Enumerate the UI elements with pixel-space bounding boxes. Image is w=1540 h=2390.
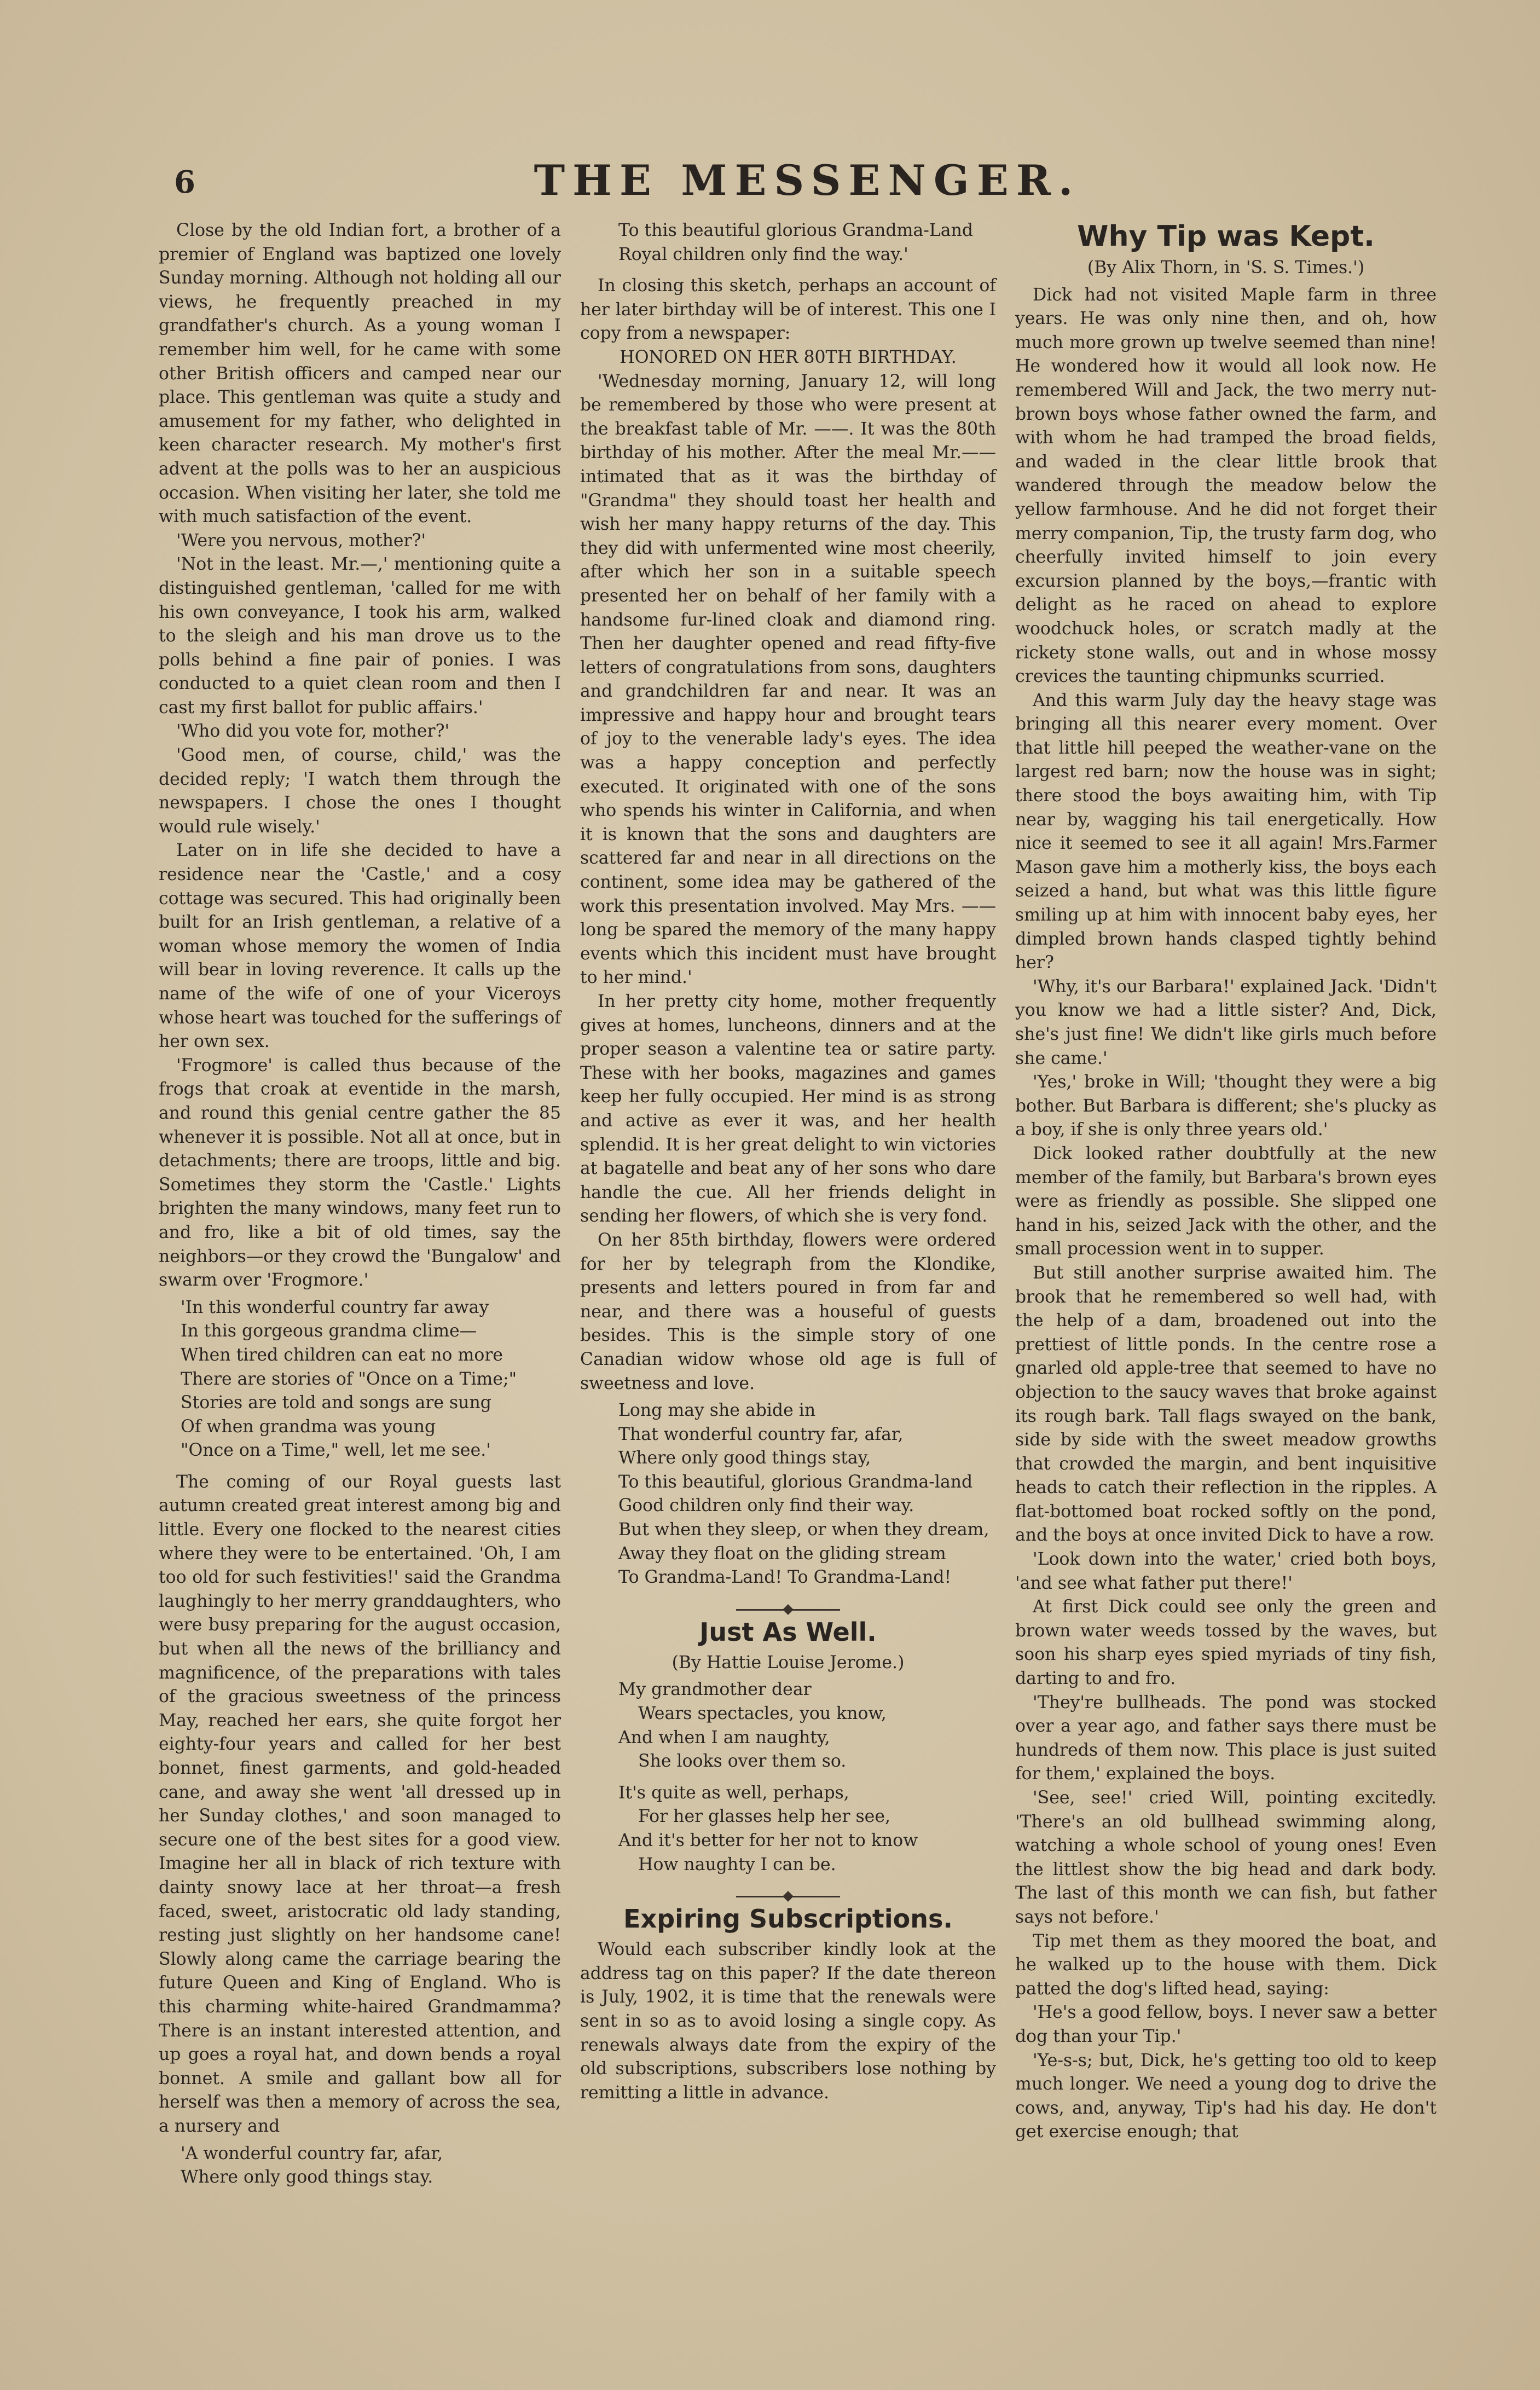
notice-text: Would each subscriber kindly look at the address tag on this paper? If the date thereon is July, 1902, it is time that the renewals were sent in so as to avoid losing a single copy. As renewals always date from the expiry of the old subscriptions, subscribers lose nothing by remitting a little in advance. bbox=[580, 1940, 996, 2103]
section-divider bbox=[580, 1884, 996, 1895]
paragraph: Dick looked rather doubtfully at the new member of the family, but Barbara's brown eyes were as friendly as possible. She slipped one hand in his, seized Jack with the other, and the small procession went in to supper. bbox=[1015, 1143, 1437, 1259]
verse-block bbox=[159, 2142, 561, 2190]
poem-stanza bbox=[580, 1781, 996, 1877]
paragraph: And this warm July day the heavy stage was bringing all this nearer every moment. Over that little hill peeped the weather-vane on the largest red barn; now the house was in sight; there stood the boys awaiting him, with Tip near by, wagging his tail energetically. How nice it seemed to see it all again! Mrs.Farmer Mason gave him a motherly kiss, the boys each seized a hand, but what was this little figure smiling up at him with innocent baby eyes, her dimpled brown hands clasped tightly behind her? bbox=[1015, 690, 1437, 973]
paragraph: 'Look down into the water,' cried both boys, 'and see what father put there!' bbox=[1015, 1549, 1437, 1593]
verse-line: It's quite as well, perhaps, bbox=[618, 1783, 849, 1803]
poem-title: Just As Well. bbox=[699, 1617, 877, 1647]
verse-line: My grandmother dear bbox=[618, 1680, 812, 1700]
paragraph: Later on in life she decided to have a residence near the 'Castle,' and a cosy cottage was secured. This had originally been built for an Irish gentleman, a relative of a woman whose memory the women of India will bear in loving reverence. It calls up the name of the wife of one of your Viceroys whose heart was touched for the sufferings of her own sex. bbox=[159, 841, 561, 1052]
verse-line: Away they float on the gliding stream bbox=[618, 1543, 946, 1564]
verse-line: But when they sleep, or when they dream, bbox=[618, 1520, 989, 1540]
paragraph: 'Yes,' broke in Will; 'thought they were a big bother. But Barbara is different; she's plucky as a boy, if she is only three years old.' bbox=[1015, 1072, 1437, 1140]
verse-line: To this beautiful glorious Grandma-Land bbox=[618, 221, 974, 240]
verse-line: To this beautiful, glorious Grandma-land bbox=[618, 1472, 973, 1492]
verse-line: When tired children can eat no more bbox=[181, 1345, 503, 1365]
paragraph: The coming of our Royal guests last autumn created great interest among big and little. Every one flocked to the nearest cities where they were to be entertained. 'Oh, I am too old for such festivities!' said the Grandma laughingly to her merry granddaughters, who were busy preparing for the august occasion, but when all the news of the brilliancy and magnificence, of the preparations with tales of the gracious sweetness of the princess May, reached her ears, she quite forgot her eighty-four years and called for her best bonnet, finest garments, and gold-headed cane, and away she went 'all dressed up in her Sunday clothes,' and soon managed to secure one of the best sites for a good view. Imagine her all in black of rich texture with dainty snowy lace at her throat—a fresh faced, sweet, aristocratic old lady standing, resting just slightly on her handsome cane! Slowly along came the carriage bearing the future Queen and King of England. Who is this charming white-haired Grandmamma? There is an instant interested attention, and up goes a royal hat, and down bends a royal bonnet. A smile and gallant bow all for herself was then a memory of across the sea, a nursery and bbox=[159, 1472, 561, 2136]
verse-line: "Once on a Time," well, let me see.' bbox=[181, 1440, 491, 1461]
verse-line: Where only good things stay, bbox=[618, 1448, 871, 1468]
paragraph: 'Frogmore' is called thus because of the frogs that croak at eventide in the marsh, and round this genial centre gather the 85 whenever it is possible. Not all at once, but in detachments; there are troops, little and big. Sometimes they storm the 'Castle.' Lights brighten the many windows, many feet run to and fro, like a bit of old times, say the neighbors—or they crowd the 'Bungalow' and swarm over 'Frogmore.' bbox=[159, 1055, 561, 1291]
verse-line: Wears spectacles, you know, bbox=[638, 1704, 887, 1724]
verse-line: There are stories of "Once on a Time;" bbox=[181, 1369, 517, 1389]
paragraph: Dick had not visited Maple farm in three years. He was only nine then, and oh, how much more grown up twelve seemed than nine! He wondered how it would all look now. He remembered Will and Jack, the two merry nut-brown boys whose father owned the farm, and with whom he had tramped the broad fields, and waded in the clear little brook that wandered through the meadow below the yellow farmhouse. And he did not forget their merry companion, Tip, the trusty farm dog, who cheerfully invited himself to join every excursion planned by the boys,—frantic with delight as he raced on ahead to explore woodchuck holes, or scratch madly at the rickety stone walls, out and in whose mossy crevices the taunting chipmunks scurried. bbox=[1015, 285, 1437, 687]
paragraph: 'Who did you vote for, mother?' bbox=[176, 721, 450, 742]
verse-line: Long may she abide in bbox=[618, 1401, 816, 1421]
page-number: 6 bbox=[174, 164, 195, 200]
paragraph: In her pretty city home, mother frequently gives at homes, luncheons, dinners and at the proper season a valentine tea or satire party. These with her books, magazines and games keep her fully occupied. Her mind is as strong and active as ever it was, and her health splendid. It is her great delight to win victories at bagatelle and beat any of her sons who dare handle the cue. All her friends delight in sending her flowers, of which she is very fond. bbox=[580, 992, 996, 1226]
paragraph: 'He's a good fellow, boys. I never saw a better dog than your Tip.' bbox=[1015, 2003, 1437, 2046]
section-divider bbox=[580, 1598, 996, 1608]
verse-block bbox=[580, 1399, 996, 1590]
paragraph: 'Not in the least. Mr.—,' mentioning quite a distinguished gentleman, 'called for me with his own conveyance, I took his arm, walked to the sleigh and his man drove us to the polls behind a fine pair of ponies. I was conducted to a quiet clean room and then I cast my first ballot for public affairs.' bbox=[159, 554, 561, 717]
verse-line: And when I am naughty, bbox=[618, 1727, 830, 1747]
verse-line: 'In this wonderful country far away bbox=[181, 1297, 489, 1317]
verse-block bbox=[159, 1296, 561, 1463]
paragraph: 'They're bullheads. The pond was stocked over a year ago, and father says there must be hundreds of them now. This place is just suited for them,' explained the boys. bbox=[1015, 1692, 1437, 1784]
notice-title: Expiring Subscriptions. bbox=[623, 1904, 953, 1934]
paragraph: Close by the old Indian fort, a brother of a premier of England was baptized one lovely Sunday morning. Although not holding all our views, he frequently preached in my grandfather's church. As a young woman I remember him well, for he came with some other British officers and camped near our place. This gentleman was quite a study and amusement for my father, who delighted in keen character research. My mother's first advent at the polls was to her an auspicious occasion. When visiting her later, she told me with much satisfaction of the event. bbox=[159, 221, 561, 527]
verse-line: For her glasses help her see, bbox=[638, 1807, 890, 1827]
masthead-title: THE MESSENGER. bbox=[534, 156, 1081, 205]
paragraph: Tip met them as they moored the boat, and he walked up to the house with them. Dick patted the dog's lifted head, saying: bbox=[1015, 1931, 1437, 1999]
verse-line: How naughty I can be. bbox=[638, 1854, 836, 1874]
paragraph: 'Good men, of course, child,' was the decided reply; 'I watch them through the newspapers. I chose the ones I thought would rule wisely.' bbox=[159, 745, 561, 837]
verse-block bbox=[580, 219, 996, 267]
verse-line: She looks over them so. bbox=[638, 1751, 847, 1772]
column-3 bbox=[1015, 219, 1437, 2144]
story-title: Why Tip was Kept. bbox=[1077, 220, 1375, 253]
verse-line: Where only good things stay. bbox=[181, 2167, 433, 2188]
verse-line: Royal children only find the way.' bbox=[618, 244, 908, 264]
paragraph: At first Dick could see only the green and brown water weeds tossed by the waves, but soon his sharp eyes spied myriads of tiny fish, darting to and fro. bbox=[1015, 1597, 1437, 1689]
paragraph: 'Wednesday morning, January 12, will long be remembered by those who were present at the breakfast table of Mr. ——. It was the 80th birthday of his mother. After the meal Mr.—— intimated that as it was the birthday of "Grandma" they should toast her health and wish her many happy returns of the day. This they did with unfermented wine most cheerily, after which her son in a suitable speech presented her on behalf of her family with a handsome fur-lined cloak and diamond ring. Then her daughter opened and read fifty-five letters of congratulations from sons, daughters and grandchildren far and near. It was an impressive and happy hour and brought tears of joy to the venerable lady's eyes. The idea was a happy conception and perfectly executed. It originated with one of the sons who spends his winter in California, and when it is known that the sons and daughters are scattered far and near in all directions on the continent, some idea may be gathered of the work this presentation involved. May Mrs. —— long be spared the memory of the many happy events which this incident must have brought to her mind.' bbox=[580, 371, 996, 988]
poem-byline: (By Hattie Louise Jerome.) bbox=[671, 1652, 905, 1673]
verse-line: Stories are told and songs are sung bbox=[181, 1393, 491, 1413]
verse-line: And it's better for her not to know bbox=[618, 1831, 918, 1850]
verse-line: Of when grandma was young bbox=[181, 1416, 436, 1437]
story-byline: (By Alix Thorn, in 'S. S. Times.') bbox=[1087, 258, 1365, 277]
paragraph: 'Ye-s-s; but, Dick, he's getting too old to keep much longer. We need a young dog to drive the cows, and, anyway, Tip's had his day. He don't get exercise enough; that bbox=[1015, 2050, 1437, 2142]
paragraph: But still another surprise awaited him. The brook that he remembered so well had, with the help of a dam, broadened out into the prettiest of little ponds. In the centre rose a gnarled old apple-tree that seemed to have no objection to the saucy waves that broke against its rough bark. Tall flags swayed on the bank, side by side with the sweet meadow growths that crowded the margin, and bent inquisitive heads to catch their reflection in the ripples. A flat-bottomed boat rocked softly on the pond, and the boys at once invited Dick to have a row. bbox=[1015, 1263, 1437, 1546]
paragraph: 'See, see!' cried Will, pointing excitedly. 'There's an old bullhead swimming along, watching a whole school of young ones! Even the littlest show the big head and dark body. The last of this month we can fish, but father says not before.' bbox=[1015, 1788, 1437, 1927]
verse-line: In this gorgeous grandma clime— bbox=[181, 1321, 477, 1341]
paragraph: On her 85th birthday, flowers were ordered for her by telegraph from the Klondike, presents and letters poured in from far and near, and there was a houseful of guests besides. This is the simple story of one Canadian widow whose old age is full of sweetness and love. bbox=[580, 1230, 996, 1393]
column-1 bbox=[159, 219, 561, 2197]
paragraph: 'Were you nervous, mother?' bbox=[176, 530, 426, 551]
verse-line: 'A wonderful country far, afar, bbox=[181, 2143, 443, 2163]
verse-line: That wonderful country far, afar, bbox=[618, 1424, 904, 1444]
verse-line: To Grandma-Land! To Grandma-Land! bbox=[618, 1567, 952, 1588]
paragraph: 'Why, it's our Barbara!' explained Jack. 'Didn't you know we had a little sister? And, Dick, she's just fine! We didn't like girls much before she came.' bbox=[1015, 976, 1437, 1068]
paragraph: In closing this sketch, perhaps an account of her later birthday will be of interest. This one I copy from a newspaper: bbox=[580, 276, 996, 344]
verse-line: Good children only find their way. bbox=[618, 1496, 914, 1516]
column-2 bbox=[580, 219, 996, 2105]
poem-stanza bbox=[580, 1678, 996, 1773]
subheading: HONORED ON HER 80TH BIRTHDAY. bbox=[620, 347, 957, 367]
